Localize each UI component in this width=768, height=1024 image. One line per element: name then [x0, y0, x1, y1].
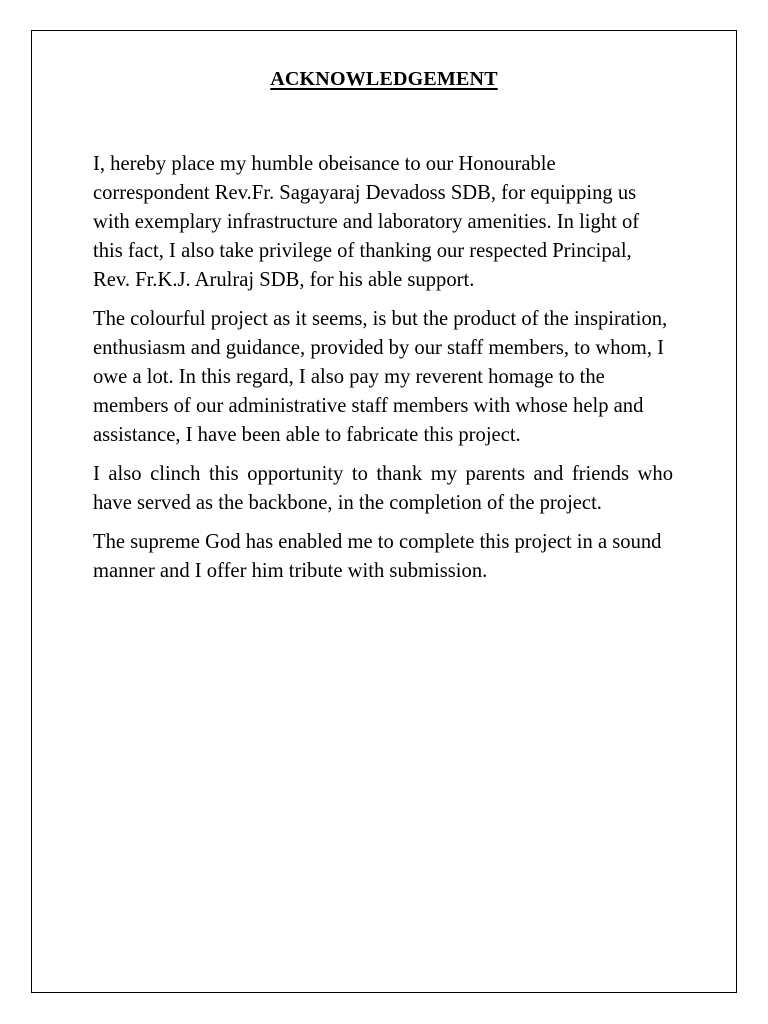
paragraph-3: I also clinch this opportunity to thank my parents and friends who have served as the backbone, in the completion of the project. [93, 463, 673, 514]
paragraph-4: The supreme God has enabled me to complete this project in a sound manner and I offer him tribute with submission. [93, 531, 662, 582]
page-title: ACKNOWLEDGEMENT [270, 68, 498, 90]
paragraph-2: The colourful project as it seems, is but the product of the inspiration, enthusiasm and guidance, provided by our staff members, to whom, I owe a lot. In this regard, I also pay my reverent homage to the members of our administrative staff members with whose help and assistance, I have been able to fabricate this project. [93, 308, 668, 446]
paragraph-1: I, hereby place my humble obeisance to our Honourable correspondent Rev.Fr. Sagayaraj Devadoss SDB, for equipping us with exemplary infrastructure and laboratory amenities. In light of this fact, I also take privilege of thanking our respected Principal, Rev. Fr.K.J. Arulraj SDB, for his able support. [93, 153, 640, 291]
acknowledgement-body [93, 150, 673, 596]
